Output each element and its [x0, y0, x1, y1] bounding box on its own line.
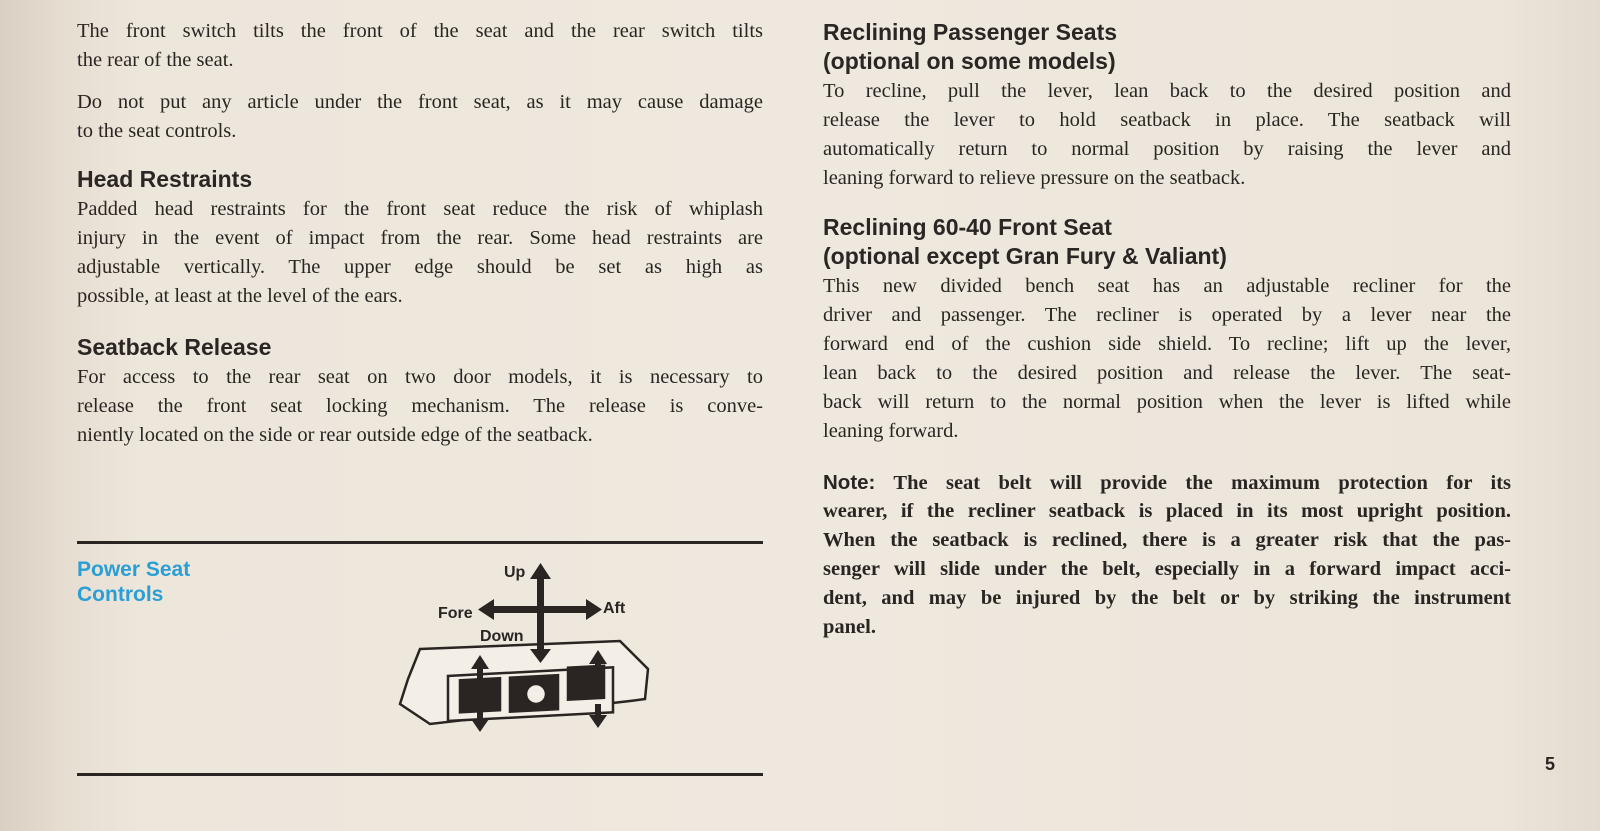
- label-aft: Aft: [603, 600, 626, 617]
- heading-reclining-passenger: [823, 18, 1511, 76]
- page-number: 5: [1545, 754, 1556, 774]
- divider-top: [77, 541, 763, 544]
- vertical-arrow-shaft: [537, 575, 544, 655]
- text-line: When the seatback is reclined, there is a greater risk that the pas-: [823, 529, 1511, 551]
- text-line: driver and passenger. The recliner is operated by a lever near the: [823, 304, 1511, 326]
- heading-text: Reclining Passenger Seats: [823, 19, 1118, 45]
- text-line: dent, and may be injured by the belt or by striking the instrument: [823, 587, 1511, 609]
- text-line: senger will slide under the belt, especially in a forward impact acci-: [823, 558, 1511, 580]
- power-seat-diagram: [390, 555, 660, 735]
- text-line: For access to the rear seat on two door models, it is necessary to: [77, 366, 763, 388]
- text-line: [823, 468, 1511, 497]
- para-no-article: [77, 88, 763, 146]
- text-line: back will return to the normal position when the lever is lifted while: [823, 391, 1511, 413]
- text-line: Do not put any article under the front seat, as it may cause damage: [77, 91, 763, 113]
- up-arrowhead: [530, 563, 551, 579]
- note-label: Note:: [823, 471, 876, 494]
- para-front-switch: [77, 17, 763, 75]
- text-line: To recline, pull the lever, lean back to the desired position and: [823, 80, 1511, 102]
- para-head-restraints: [77, 195, 763, 311]
- text-line: forward end of the cushion side shield. To recline; lift up the lever,: [823, 333, 1511, 355]
- text-line: the rear of the seat.: [77, 49, 234, 71]
- seat-switch-panel: [400, 641, 648, 724]
- title-line: Controls: [77, 583, 164, 606]
- text-line: panel.: [823, 616, 876, 638]
- text-line: The front switch tilts the front of the seat and the rear switch tilts: [77, 20, 763, 42]
- heading-text: Head Restraints: [77, 166, 253, 192]
- text-line: leaning forward.: [823, 420, 959, 442]
- text-line: possible, at least at the level of the ears.: [77, 285, 403, 307]
- aft-arrowhead: [586, 599, 602, 620]
- divider-bottom: [77, 773, 763, 776]
- text-line: to the seat controls.: [77, 120, 237, 142]
- text-line: automatically return to normal position by raising the lever and: [823, 138, 1511, 160]
- label-up: Up: [504, 564, 526, 581]
- heading-text: (optional on some models): [823, 48, 1116, 74]
- label-fore: Fore: [438, 605, 473, 622]
- power-seat-controls-title: [77, 557, 190, 607]
- heading-text: Reclining 60-40 Front Seat: [823, 214, 1112, 240]
- title-line: Power Seat: [77, 558, 191, 581]
- fore-arrowhead: [478, 599, 494, 620]
- text-line: wearer, if the recliner seatback is placed in its most upright position.: [823, 500, 1511, 522]
- heading-reclining-6040: [823, 213, 1511, 271]
- heading-seatback-release: [77, 333, 763, 362]
- text-line: This new divided bench seat has an adjustable recliner for the: [823, 275, 1511, 297]
- heading-text: (optional except Gran Fury & Valiant): [823, 243, 1227, 269]
- horizontal-arrow-shaft: [490, 606, 590, 613]
- heading-head-restraints: [77, 165, 763, 194]
- para-seatback-release: [77, 363, 763, 450]
- para-reclining-passenger: [823, 77, 1511, 193]
- text-line: injury in the event of impact from the rear. Some head restraints are: [77, 227, 763, 249]
- text-line: release the front seat locking mechanism. The release is conve-: [77, 395, 763, 417]
- para-reclining-6040: [823, 272, 1511, 446]
- text-line: adjustable vertically. The upper edge should be set as high as: [77, 256, 763, 278]
- text-line: Padded head restraints for the front seat reduce the risk of whiplash: [77, 198, 763, 220]
- text-line: release the lever to hold seatback in place. The seatback will: [823, 109, 1511, 131]
- label-down: Down: [480, 628, 524, 645]
- heading-text: Seatback Release: [77, 334, 272, 360]
- note-seat-belt: [823, 468, 1511, 642]
- text-line: leaning forward to relieve pressure on the seatback.: [823, 167, 1246, 189]
- text-line: niently located on the side or rear outside edge of the seatback.: [77, 424, 593, 446]
- note-text: The seat belt will provide the maximum protection for its: [875, 472, 1511, 494]
- text-line: lean back to the desired position and release the lever. The seat-: [823, 362, 1511, 384]
